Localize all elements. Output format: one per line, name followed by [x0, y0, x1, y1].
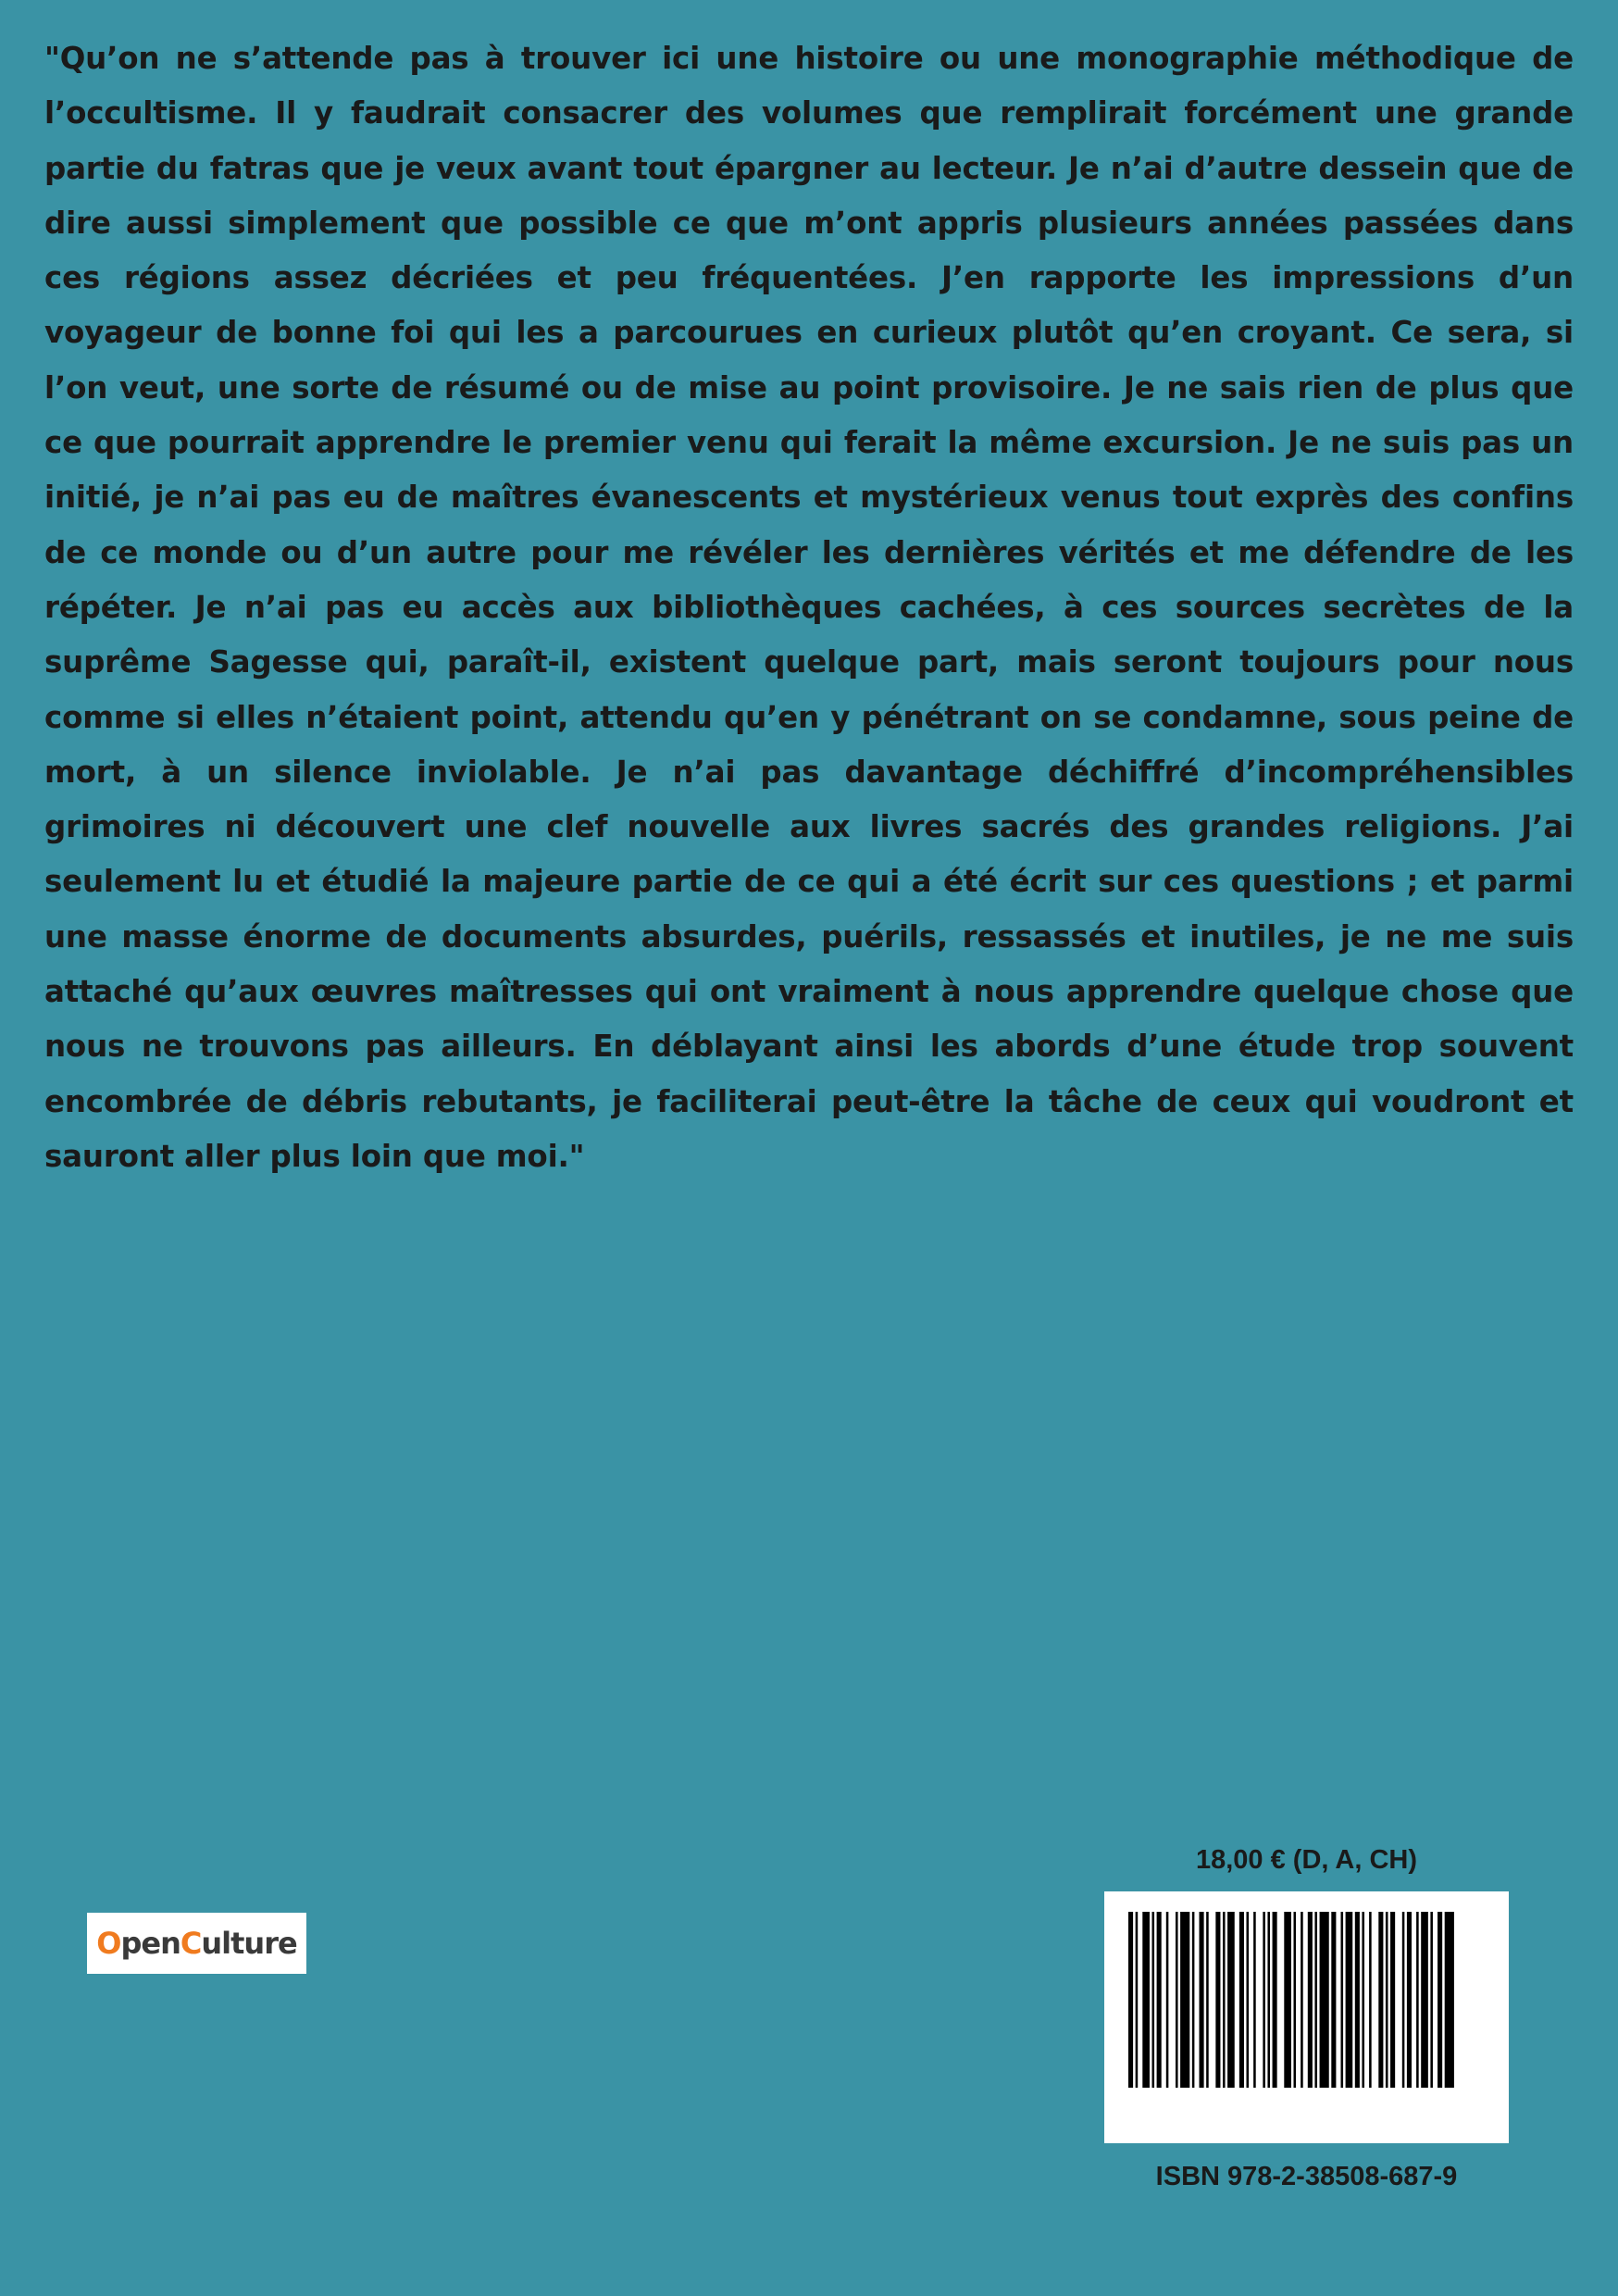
barcode-bar: [1402, 1912, 1405, 2088]
barcode-bar: [1378, 1912, 1383, 2088]
barcode-bar: [1294, 1912, 1297, 2088]
barcode-bar: [1308, 1912, 1313, 2088]
barcode-bar: [1227, 1912, 1235, 2088]
barcode-bar: [1331, 1912, 1336, 2088]
publisher-logo: [87, 1913, 306, 1974]
barcode-bar: [1128, 1912, 1133, 2088]
barcode-bar: [1346, 1912, 1353, 2088]
back-cover-excerpt: "Qu’on ne s’attende pas à trouver ici une histoire ou une monographie méthodique de l’occultisme. Il y faudrait consacrer des volumes que remplirait forcément une grande partie du fatras que je veux avant tout épargner au lecteur. Je n’ai d’autre dessein que de dire aussi simplement que possible ce que m’ont appris plusieurs années passées dans ces régions assez décriées et peu fréquentées. J’en rapporte les impressions d’un voyageur de bonne foi qui les a parcourues en curieux plutôt qu’en croyant. Ce sera, si l’on veut, une sorte de résumé ou de mise au point provisoire. Je ne sais rien de plus que ce que pourrait apprendre le premier venu qui ferait la même excursion. Je ne suis pas un initié, je n’ai pas eu de maîtres évanescents et mystérieux venus tout exprès des confins de ce monde ou d’un autre pour me révéler les dernières vérités et me défendre de les répéter. Je n’ai pas eu accès aux bibliothèques cachées, à ces sources secrètes de la suprême Sagesse qui, paraît-il, existent quelque part, mais seront toujours pour nous comme si elles n’étaient point, attendu qu’en y pénétrant on se condamne, sous peine de mort, à un silence inviolable. Je n’ai pas davantage déchiffré d’incompréhensibles grimoires ni découvert une clef nouvelle aux livres sacrés des grandes religions. J’ai seulement lu et étudié la majeure partie de ce qui a été écrit sur ces questions ; et parmi une masse énorme de documents absurdes, puérils, ressassés et inutiles, je ne me suis attaché qu’aux œuvres maîtresses qui ont vraiment à nous apprendre quelque chose que nous ne trouvons pas ailleurs. En déblayant ainsi les abords d’une étude trop souvent encombrée de débris rebutants, je faciliterai peut-être la tâche de ceux qui voudront et sauront aller plus loin que moi.": [44, 41, 1574, 1174]
barcode-bar: [1206, 1912, 1209, 2088]
barcode-bar: [1369, 1912, 1372, 2088]
barcode-bar: [1253, 1912, 1256, 2088]
barcode-bar: [1200, 1912, 1204, 2088]
barcode-bar: [1341, 1912, 1344, 2088]
barcode-bar: [1407, 1912, 1412, 2088]
barcode-bar: [1355, 1912, 1360, 2088]
barcode-bar: [1421, 1912, 1428, 2088]
barcode-bar: [1152, 1912, 1155, 2088]
barcode-bar: [1386, 1912, 1388, 2088]
barcode-bar: [1180, 1912, 1189, 2088]
logo-letter-o: O: [96, 1926, 121, 1961]
barcode-bar: [1157, 1912, 1162, 2088]
barcode-bar: [1136, 1912, 1139, 2088]
barcode-bar: [1430, 1912, 1433, 2088]
price-label: 18,00 € (D, A, CH): [1195, 1845, 1418, 1875]
logo-part-pen: pen: [120, 1926, 180, 1961]
barcode-bar: [1390, 1912, 1395, 2088]
barcode-bar: [1267, 1912, 1270, 2088]
barcode-bar: [1301, 1912, 1303, 2088]
logo-accent-letter: C: [180, 1926, 202, 1961]
barcode-bar: [1445, 1912, 1454, 2088]
barcode-bar: [1263, 1912, 1265, 2088]
barcode-bar: [1247, 1912, 1250, 2088]
barcode-bar: [1284, 1912, 1291, 2088]
barcode-icon: [1123, 1912, 1490, 2088]
barcode-bar: [1223, 1912, 1226, 2088]
barcode-bar: [1314, 1912, 1317, 2088]
barcode-bar: [1142, 1912, 1150, 2088]
barcode-bar: [1176, 1912, 1178, 2088]
barcode: [1104, 1891, 1509, 2143]
barcode-bar: [1192, 1912, 1195, 2088]
barcode-bar: [1273, 1912, 1277, 2088]
barcode-bar: [1320, 1912, 1329, 2088]
logo-part-ulture: ulture: [201, 1926, 297, 1961]
barcode-bar: [1362, 1912, 1364, 2088]
barcode-bar: [1416, 1912, 1419, 2088]
isbn-label: ISBN 978-2-38508-687-9: [1155, 2162, 1458, 2191]
barcode-bar: [1215, 1912, 1220, 2088]
barcode-bar: [1239, 1912, 1244, 2088]
barcode-bar: [1166, 1912, 1169, 2088]
barcode-bar: [1438, 1912, 1442, 2088]
publisher-logo-text: [96, 1926, 296, 1961]
